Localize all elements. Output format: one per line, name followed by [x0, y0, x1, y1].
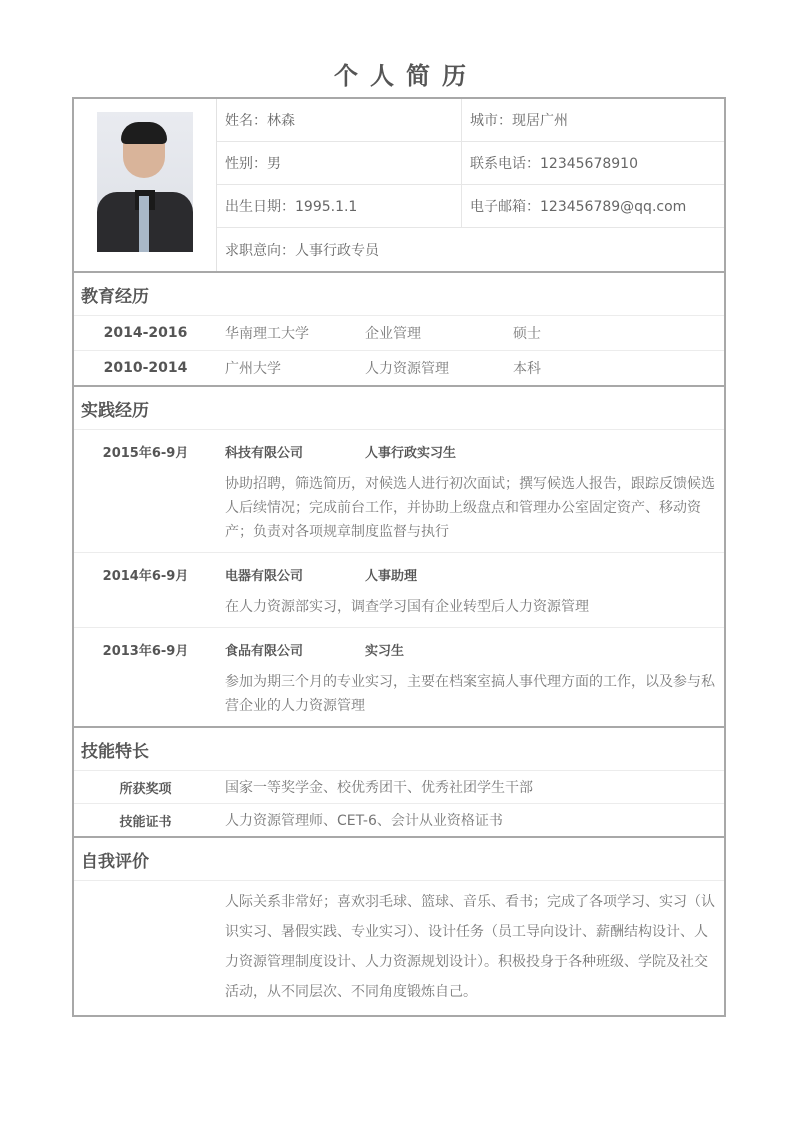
education-row	[74, 351, 724, 385]
basic-info-section	[74, 99, 724, 273]
self-evaluation-text: 人际关系非常好；喜欢羽毛球、篮球、音乐、看书；完成了各项学习、实习（认识实习、暑假实践、专业实习）、设计任务（员工导向设计、薪酬结构设计、人力资源管理制度设计、人力资源规划设计）。积极投身于各种班级、学院及社交活动，从不同层次、不同角度锻炼自己。	[225, 894, 715, 1000]
experience-item	[74, 553, 724, 628]
edu-major: 人力资源管理	[365, 361, 449, 377]
city-field: 城市：现居广州	[462, 99, 724, 142]
skills-section	[74, 728, 724, 838]
practice-section	[74, 387, 724, 728]
resume-frame	[72, 97, 726, 1017]
education-section	[74, 273, 724, 387]
section-heading: 技能特长	[74, 728, 724, 771]
skill-row	[74, 804, 724, 836]
name-field: 姓名：林森	[217, 99, 462, 142]
edu-major: 企业管理	[365, 326, 421, 342]
skill-row	[74, 771, 724, 804]
edu-years: 2010-2014	[103, 360, 188, 376]
experience-item	[74, 430, 724, 553]
exp-date: 2015年6-9月	[102, 445, 189, 461]
section-heading: 实践经历	[74, 387, 724, 430]
portrait-photo	[97, 112, 193, 252]
email-field: 电子邮箱：123456789@qq.com	[462, 185, 724, 228]
exp-role: 人事助理	[365, 568, 418, 584]
exp-date: 2013年6-9月	[102, 643, 189, 659]
edu-school: 华南理工大学	[225, 326, 309, 342]
edu-years: 2014-2016	[103, 325, 188, 341]
exp-company: 科技有限公司	[225, 445, 304, 461]
exp-role: 人事行政实习生	[365, 445, 457, 461]
resume-title: 个人简历	[334, 62, 478, 90]
basic-info-grid	[217, 99, 724, 271]
edu-degree: 本科	[513, 361, 541, 377]
self-evaluation-section	[74, 838, 724, 1015]
exp-description: 在人力资源部实习，调查学习国有企业转型后人力资源管理	[225, 599, 589, 615]
birth-field: 出生日期：1995.1.1	[217, 185, 462, 228]
edu-degree: 硕士	[513, 326, 541, 342]
exp-company: 食品有限公司	[225, 643, 304, 659]
skill-value: 人力资源管理师、CET-6、会计从业资格证书	[225, 813, 503, 829]
skill-label: 所获奖项	[119, 781, 172, 797]
section-heading: 自我评价	[74, 838, 724, 881]
exp-company: 电器有限公司	[225, 568, 304, 584]
exp-date: 2014年6-9月	[102, 568, 189, 584]
gender-field: 性别：男	[217, 142, 462, 185]
education-row	[74, 316, 724, 351]
skill-label: 技能证书	[119, 814, 172, 830]
section-heading: 教育经历	[74, 273, 724, 316]
skill-value: 国家一等奖学金、校优秀团干、优秀社团学生干部	[225, 780, 533, 796]
phone-field: 联系电话：12345678910	[462, 142, 724, 185]
exp-description: 协助招聘，筛选简历，对候选人进行初次面试；撰写候选人报告，跟踪反馈候选人后续情况；完成前台工作，并协助上级盘点和管理办公室固定资产、移动资产；负责对各项规章制度监督与执行	[225, 476, 715, 540]
edu-school: 广州大学	[225, 361, 281, 377]
objective-field: 求职意向：人事行政专员	[225, 242, 379, 259]
exp-description: 参加为期三个月的专业实习，主要在档案室搞人事代理方面的工作，以及参与私营企业的人力资源管理	[225, 674, 715, 714]
experience-item	[74, 628, 724, 726]
photo-cell	[74, 99, 217, 271]
exp-role: 实习生	[365, 643, 405, 659]
